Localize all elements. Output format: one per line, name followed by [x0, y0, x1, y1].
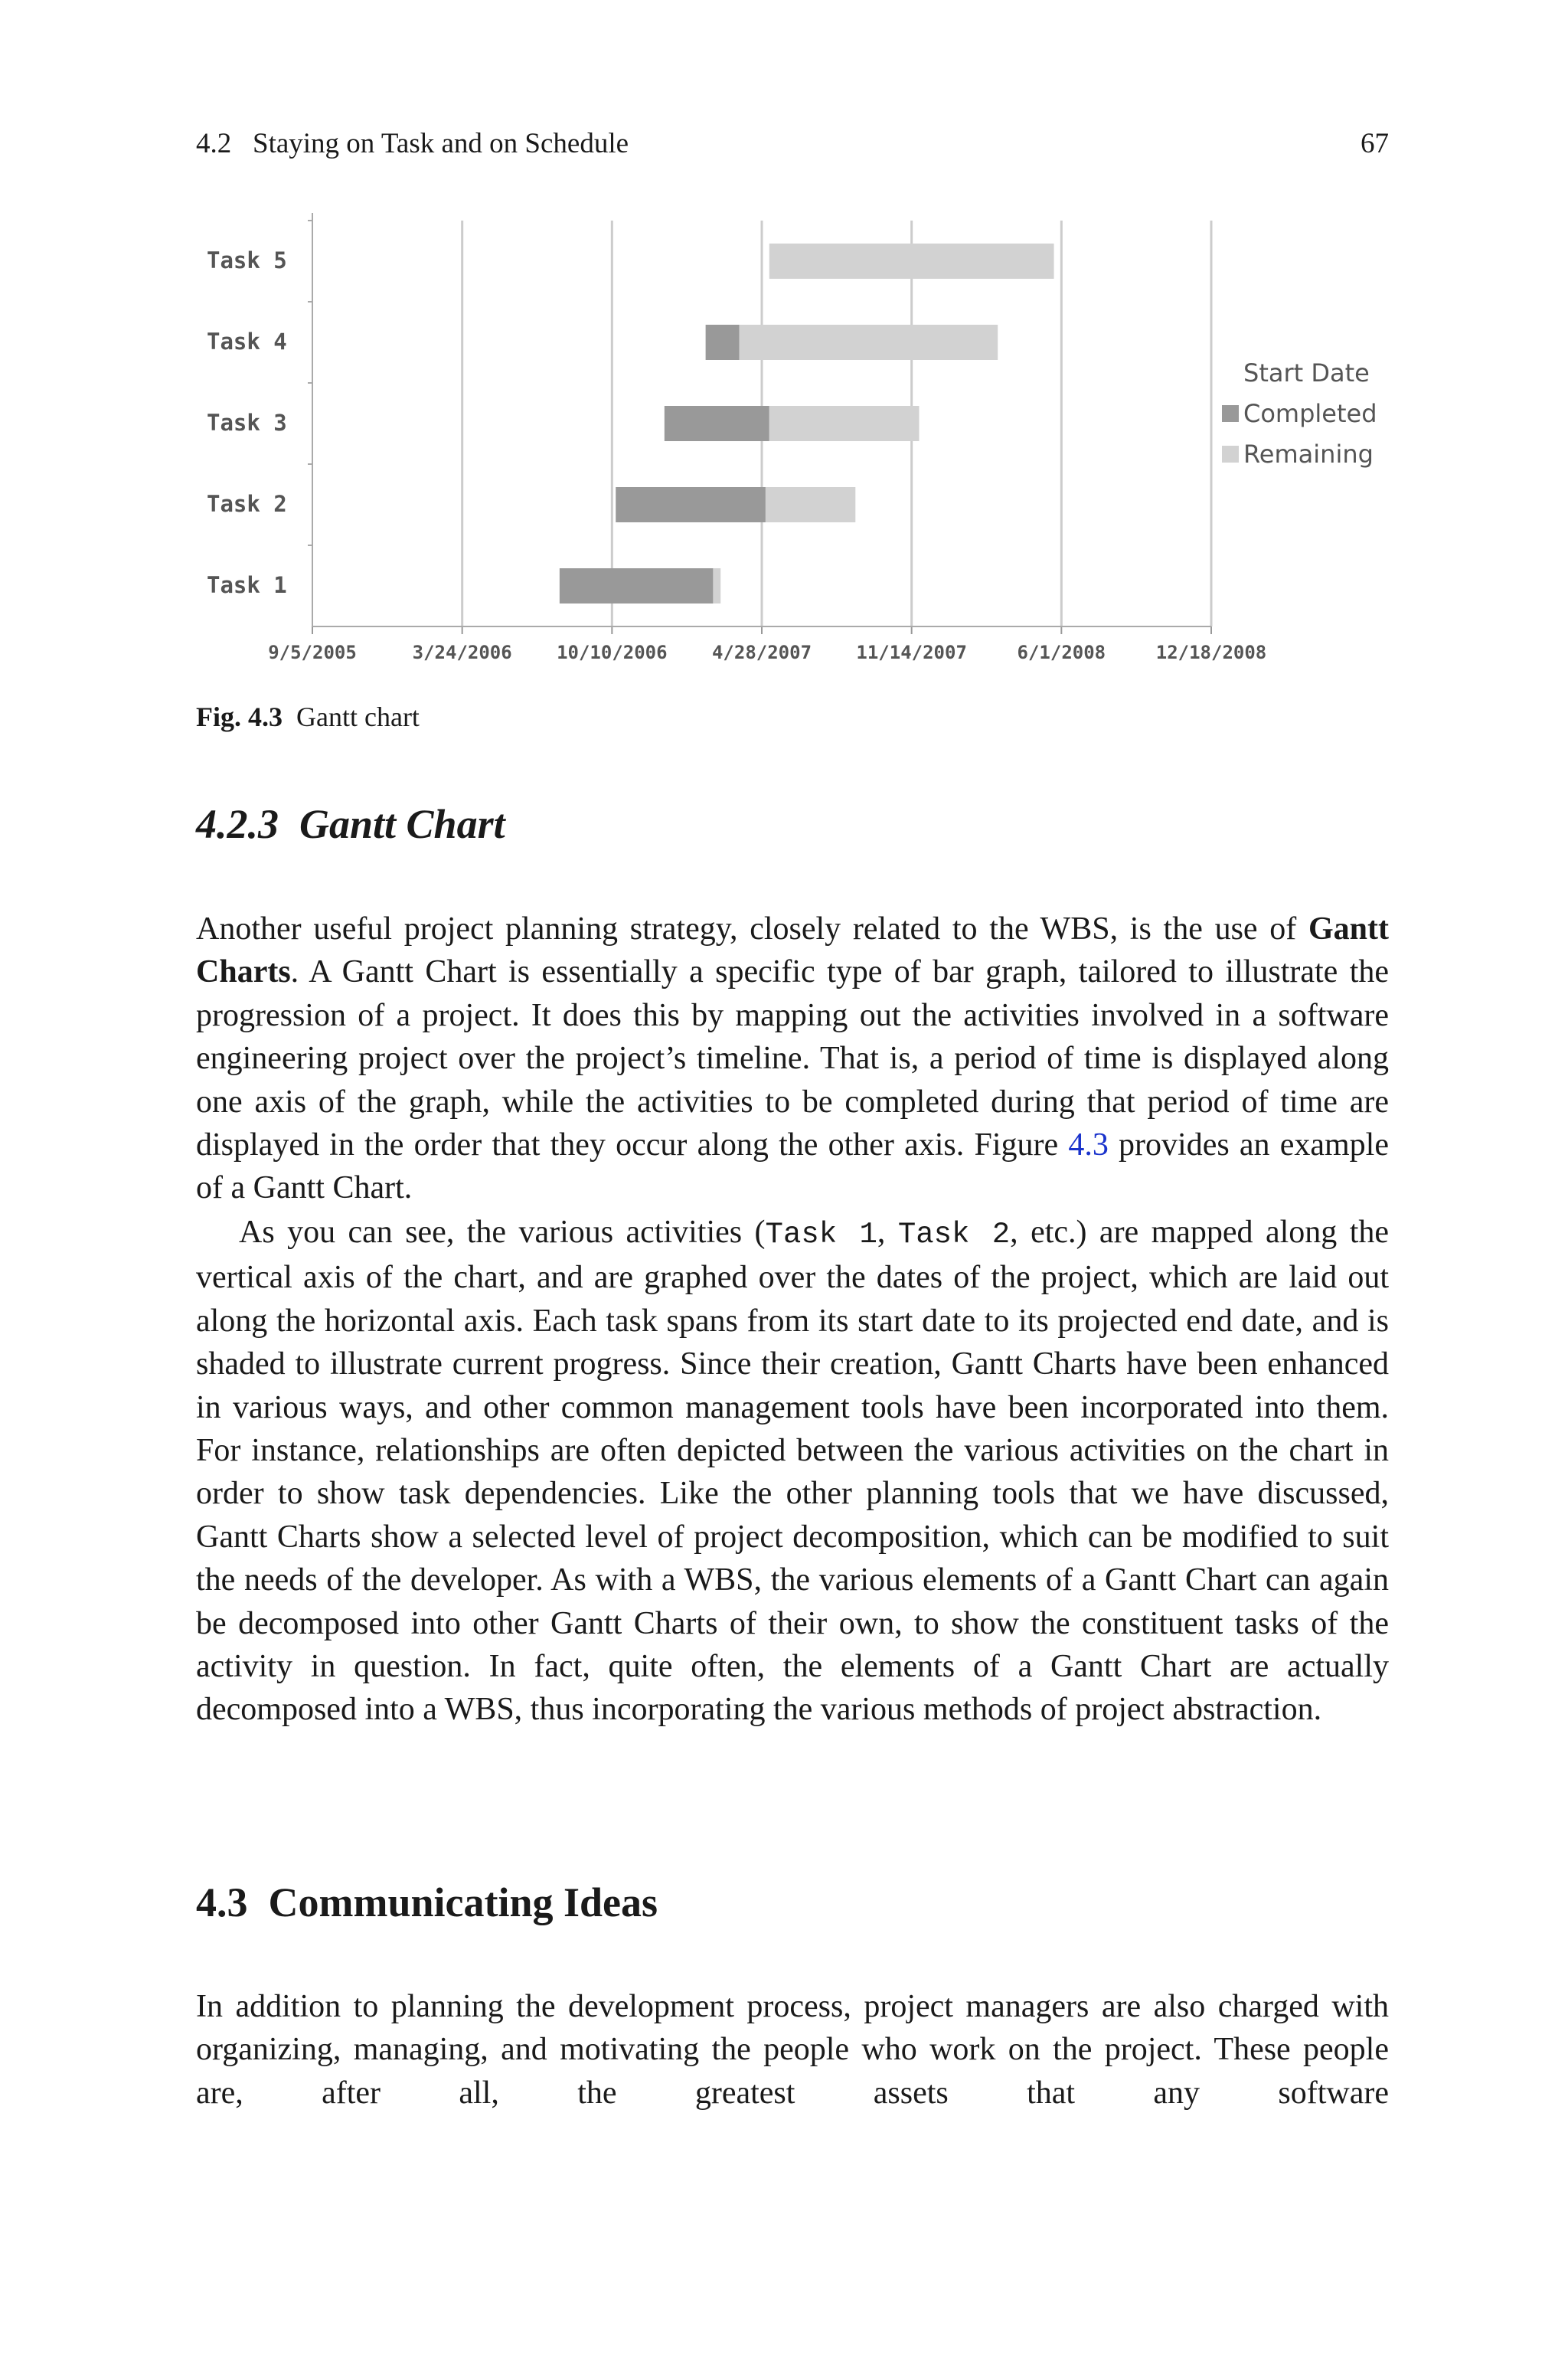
x-tick-label: 3/24/2006: [412, 642, 512, 663]
bar-remaining: [769, 406, 920, 441]
p2-b: , etc.) are mapped along the vertical axis of the chart, and are graphed over the dates of the project, which are laid out along the horizontal axis. Each task spans from its start date to its projected end date, and is shaded to illustrate current progress. Since their creation, Gantt Charts have been enhanced in various ways, and other common management tools have been incorporated into them. For instance, relationships are often depicted between the various activities on the chart in order to show task dependencies. Like the other planning tools that we have discussed, Gantt Charts show a selected level of project decomposition, which can be modified to suit the needs of the developer. As with a WBS, the various elements of a Gantt Chart can again be decomposed into other Gantt Charts of their own, to show the constituent tasks of the activity in question. In fact, quite often, the elements of a Gantt Chart are actually decomposed into a WBS, thus incorporating the various methods of project abstraction.: [196, 1215, 1390, 1728]
legend-swatch: [1222, 405, 1239, 422]
x-tick-label: 11/14/2007: [856, 642, 967, 663]
p2-code-task2: Task 2: [897, 1218, 1011, 1251]
gantt-legend: [1222, 358, 1377, 469]
figure-caption: [196, 701, 420, 733]
bar-remaining: [766, 487, 855, 522]
p1-bold-term: Gantt Charts: [196, 911, 1389, 990]
running-head: [196, 127, 1389, 161]
paragraph-gantt-intro: [196, 908, 1389, 1210]
x-tick-label: 6/1/2008: [1017, 642, 1106, 663]
legend-label: Completed: [1243, 399, 1377, 428]
p1-body: . A Gantt Chart is essentially a specific type of bar graph, tailored to illustrate the progression of a project. It does this by mapping out the activities involved in a software engineering project over the project’s timeline. That is, a period of time is displayed along one axis of the graph, while the activities to be completed during that period of time are displayed in the order that they occur along the other axis. Figure: [196, 954, 1389, 1163]
section-heading-4-3: 4.3 Communicating Ideas: [196, 1879, 658, 1925]
p1-end: provides an example of a Gantt Chart.: [196, 1127, 1389, 1206]
legend-swatch: [1222, 446, 1239, 463]
page-number: 67: [1361, 128, 1389, 159]
y-category-label: Task 5: [207, 247, 287, 273]
y-category-label: Task 4: [207, 329, 287, 355]
running-head-section: 4.2 Staying on Task and on Schedule: [196, 128, 629, 159]
x-tick-label: 4/28/2007: [711, 642, 812, 663]
gantt-chart: [191, 207, 1377, 674]
y-category-label: Task 1: [207, 572, 287, 598]
bar-completed: [560, 568, 714, 603]
x-tick-label: 10/10/2006: [557, 642, 668, 663]
section-heading-4-2-3: 4.2.3 Gantt Chart: [196, 801, 505, 847]
bar-completed: [616, 487, 766, 522]
legend-label: Start Date: [1243, 358, 1370, 388]
bar-completed: [665, 406, 769, 441]
figure-label: Fig. 4.3: [196, 702, 283, 732]
p2-a: As you can see, the various activities (: [239, 1215, 766, 1250]
bar-completed: [706, 325, 740, 360]
p1-intro: Another useful project planning strategy, closely related to the WBS, is the use of: [196, 911, 1308, 947]
paragraph-gantt-detail: [196, 1211, 1389, 1732]
bar-remaining: [769, 244, 1054, 279]
y-category-label: Task 3: [207, 410, 287, 436]
figure-reference-link[interactable]: 4.3: [1068, 1127, 1109, 1163]
gantt-bars: [560, 244, 1054, 603]
y-category-label: Task 2: [207, 491, 287, 517]
p2-sep: ,: [877, 1215, 898, 1250]
bar-remaining: [713, 568, 720, 603]
p2-code-task1: Task 1: [765, 1218, 877, 1251]
figure-caption-text: Gantt chart: [296, 702, 420, 732]
legend-label: Remaining: [1243, 440, 1374, 469]
bar-remaining: [740, 325, 998, 360]
x-tick-label: 9/5/2005: [268, 642, 357, 663]
paragraph-communicating: In addition to planning the development process, project managers are also charged with organizing, managing, and motivating the people who work on the project. These people are, after all, the greatest assets that any software: [196, 1989, 1389, 2111]
x-tick-label: 12/18/2008: [1155, 642, 1267, 663]
